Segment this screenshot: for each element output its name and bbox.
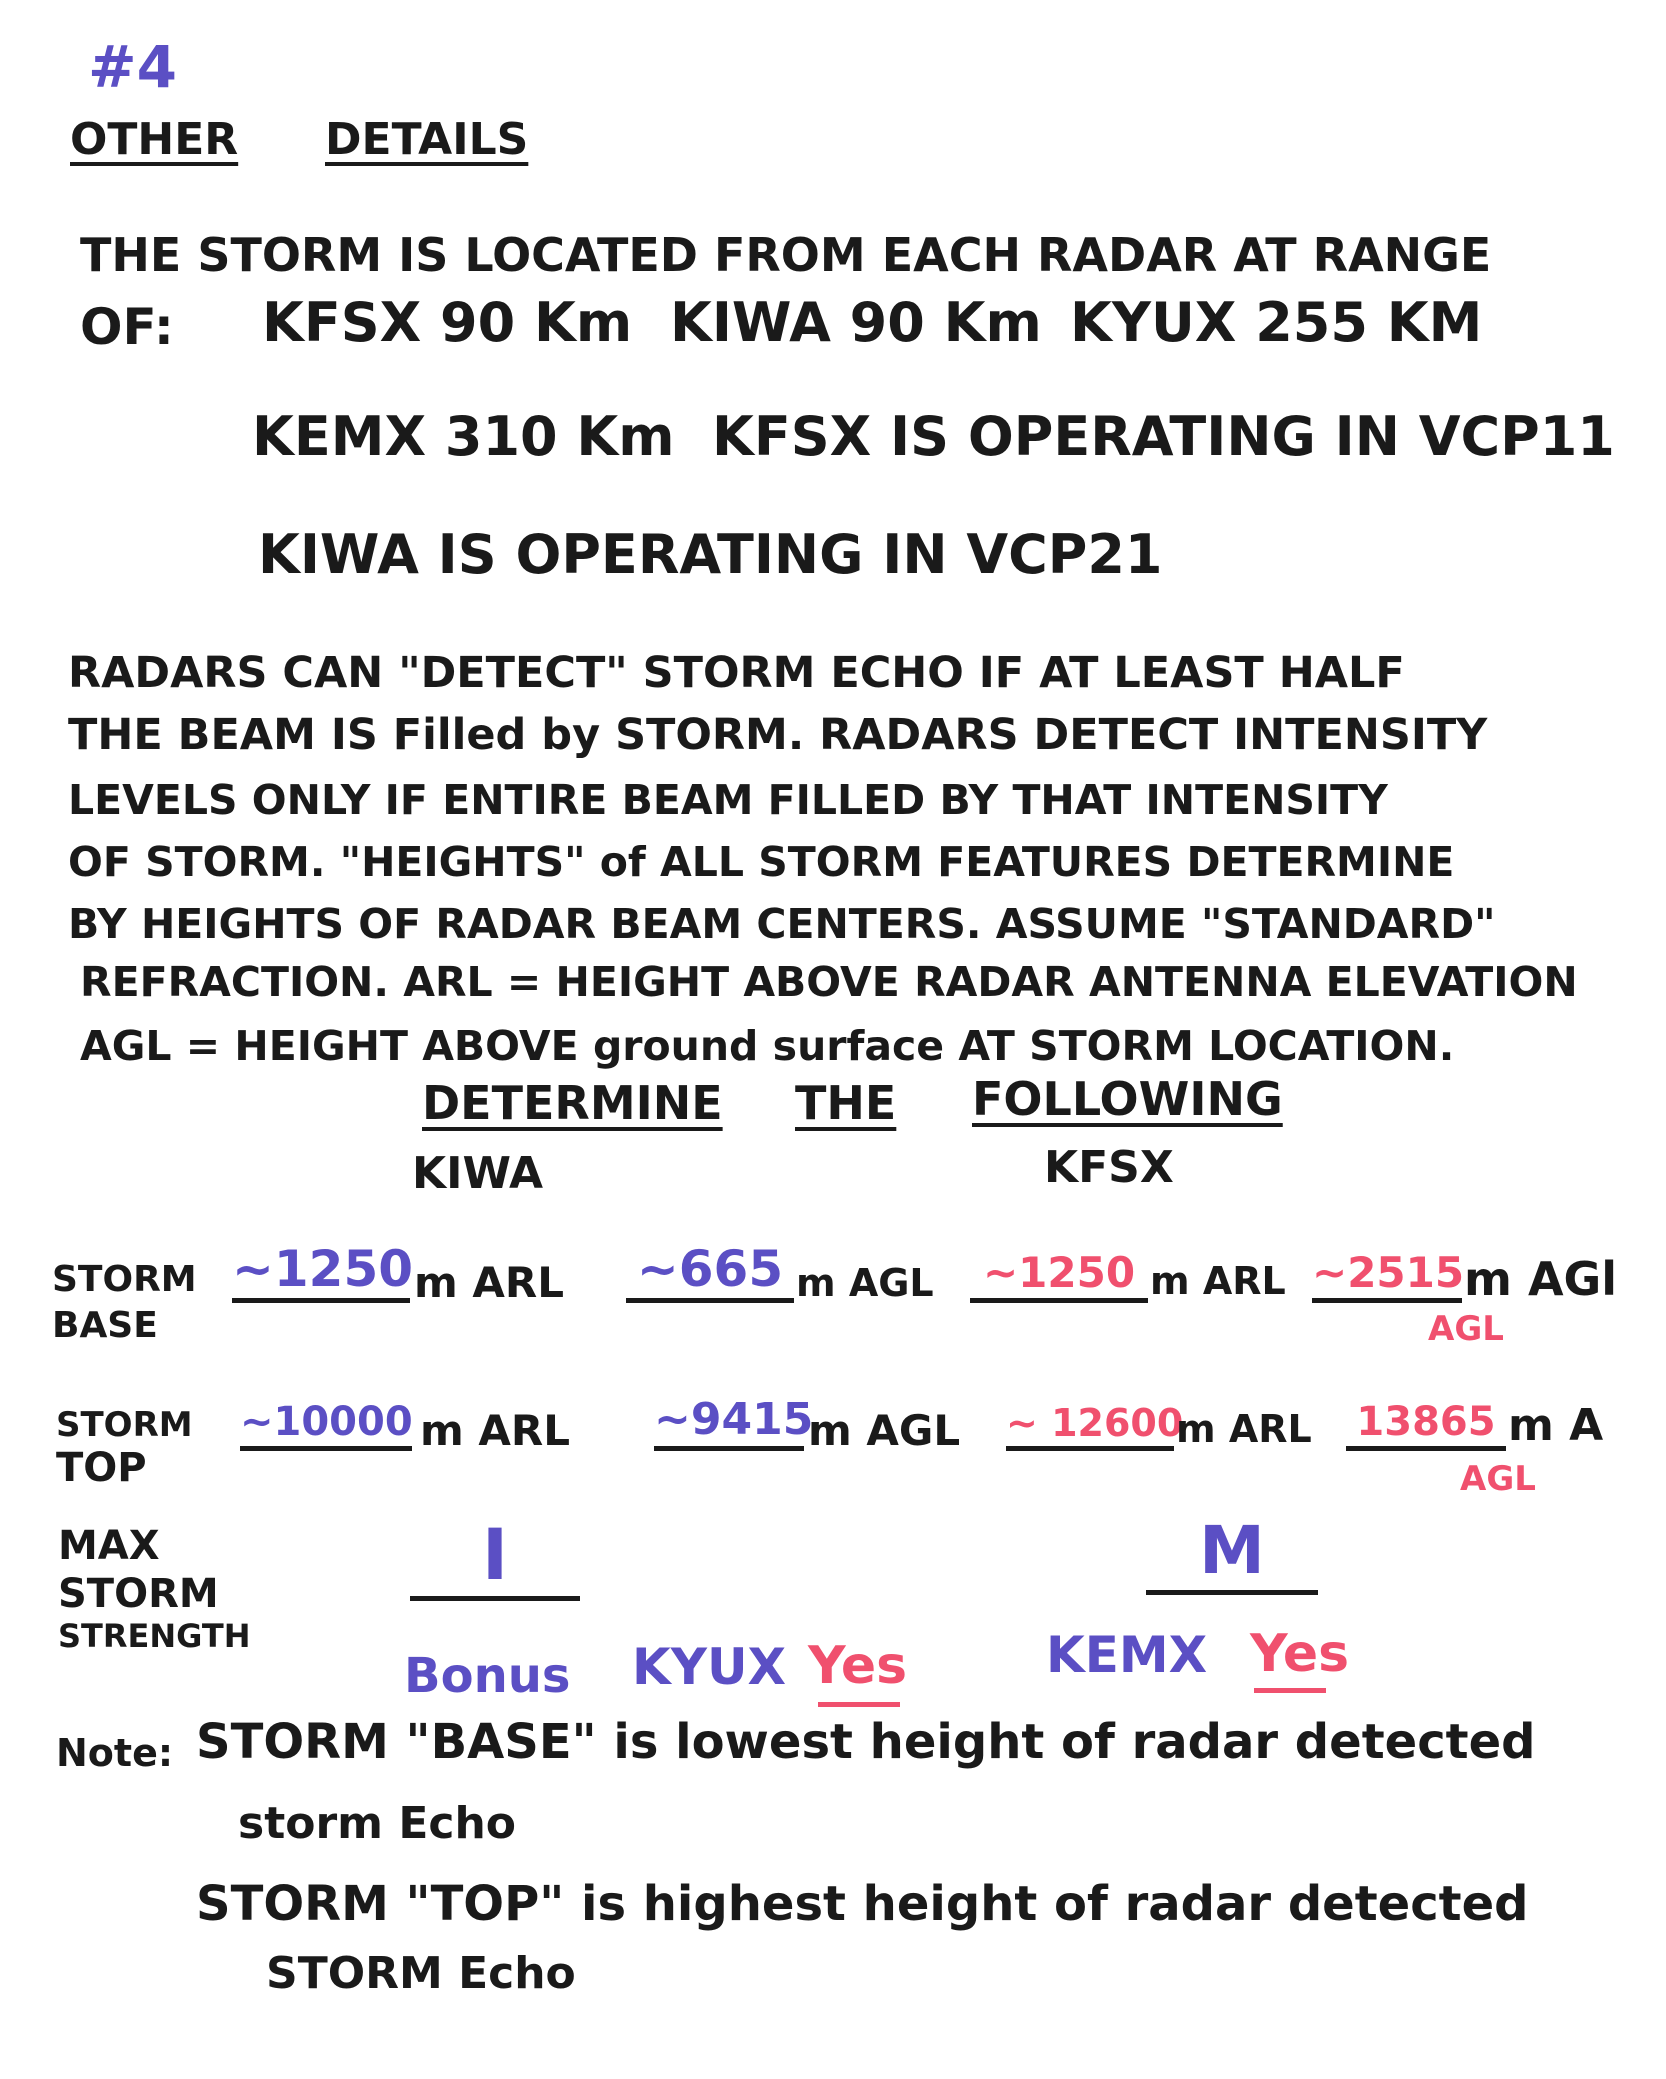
base-kfsx-arl-line <box>970 1298 1148 1303</box>
top-kiwa-agl-value: ~9415 <box>654 1394 814 1445</box>
row-label-strength-1: MAX <box>58 1523 160 1569</box>
range-kyux: KYUX 255 KM <box>1070 291 1483 354</box>
determine-word-2: THE <box>795 1076 897 1130</box>
top-kiwa-arl-field <box>240 1380 412 1450</box>
top-kiwa-arl-line <box>240 1446 412 1451</box>
strength-kfsx-field <box>1146 1510 1318 1592</box>
strength-kiwa-line <box>410 1596 580 1601</box>
base-kiwa-arl-unit: m ARL <box>414 1258 564 1307</box>
range-kiwa: KIWA 90 Km <box>670 291 1042 354</box>
note-line-2: storm Echo <box>238 1798 517 1849</box>
strength-kfsx-line <box>1146 1590 1318 1595</box>
bonus-radar-1: KYUX <box>632 1638 787 1696</box>
base-kfsx-agl-line <box>1312 1298 1462 1303</box>
top-kfsx-arl-unit: m ARL <box>1176 1407 1312 1451</box>
top-kfsx-arl-value: ~ 12600 <box>1006 1401 1184 1445</box>
base-kfsx-arl-unit: m ARL <box>1150 1259 1286 1303</box>
base-kiwa-agl-line <box>626 1298 794 1303</box>
rules-line-5: BY HEIGHTS OF RADAR BEAM CENTERS. ASSUME "STANDARD" <box>68 900 1496 948</box>
top-kfsx-agl-line <box>1346 1446 1506 1451</box>
base-kiwa-agl-field <box>626 1228 794 1302</box>
top-kiwa-arl-value: ~10000 <box>240 1399 413 1445</box>
top-kiwa-agl-field <box>654 1380 814 1450</box>
base-kfsx-agl-unit: m AGl <box>1464 1252 1618 1306</box>
row-label-strength-3: STRENGTH <box>58 1617 251 1655</box>
kfsx-vcp: KFSX IS OPERATING IN VCP11 <box>712 405 1615 468</box>
note-prefix: Note: <box>56 1731 174 1775</box>
rules-line-1: RADARS CAN "DETECT" STORM ECHO IF AT LEAST HALF <box>68 648 1405 698</box>
strength-kfsx-value: M <box>1199 1512 1265 1589</box>
top-kfsx-arl-line <box>1006 1446 1174 1451</box>
base-kfsx-agl-value: ~2515 <box>1312 1248 1465 1297</box>
range-kemx: KEMX 310 Km <box>252 405 675 468</box>
bonus-radar-2: KEMX <box>1046 1626 1208 1684</box>
determine-word-1: DETERMINE <box>422 1076 723 1130</box>
kiwa-vcp: KIWA IS OPERATING IN VCP21 <box>258 523 1163 586</box>
top-kiwa-agl-line <box>654 1446 804 1451</box>
page-number: #4 <box>88 33 177 101</box>
bonus-label: Bonus <box>404 1648 571 1704</box>
column-header-kfsx: KFSX <box>1044 1142 1174 1193</box>
rules-line-6: REFRACTION. ARL = HEIGHT ABOVE RADAR ANTENNA ELEVATION <box>80 958 1578 1006</box>
intro-of-label: OF: <box>80 298 174 356</box>
top-kfsx-arl-field <box>1006 1382 1184 1450</box>
base-kiwa-arl-value: ~1250 <box>232 1240 414 1298</box>
bonus-answer-1-underline <box>818 1702 900 1707</box>
rules-line-3: LEVELS ONLY IF ENTIRE BEAM FILLED BY THAT INTENSITY <box>68 776 1388 824</box>
rules-line-7: AGL = HEIGHT ABOVE ground surface AT STORM LOCATION. <box>80 1022 1455 1070</box>
intro-line-1: THE STORM IS LOCATED FROM EACH RADAR AT RANGE <box>80 228 1492 282</box>
strength-kiwa-field <box>410 1510 580 1598</box>
top-kiwa-agl-unit: m AGL <box>808 1406 961 1455</box>
base-kiwa-arl-line <box>232 1298 410 1303</box>
top-kiwa-arl-unit: m ARL <box>420 1406 570 1455</box>
base-kiwa-agl-unit: m AGL <box>796 1261 934 1305</box>
base-kfsx-agl-field <box>1312 1230 1465 1302</box>
top-kfsx-agl-value: 13865 <box>1356 1399 1496 1445</box>
note-line-4: STORM Echo <box>266 1948 576 1999</box>
bonus-answer-1: Yes <box>808 1636 908 1696</box>
note-line-3: STORM "TOP" is highest height of radar detected <box>196 1876 1529 1932</box>
column-header-kiwa: KIWA <box>412 1148 544 1199</box>
row-label-top-2: TOP <box>56 1445 147 1491</box>
range-kfsx: KFSX 90 Km <box>262 291 633 354</box>
rules-line-2: THE BEAM IS Filled by STORM. RADARS DETECT INTENSITY <box>68 710 1488 760</box>
top-kfsx-agl-unit: m A <box>1508 1400 1604 1451</box>
row-label-base-1: STORM <box>52 1259 197 1300</box>
bonus-answer-2: Yes <box>1250 1624 1350 1684</box>
title-word-1: OTHER <box>70 114 239 165</box>
bonus-answer-2-underline <box>1254 1688 1326 1693</box>
top-kfsx-agl-field <box>1346 1380 1506 1450</box>
top-agl-note: AGL <box>1460 1459 1536 1499</box>
base-kiwa-agl-value: ~665 <box>636 1240 784 1298</box>
base-kfsx-arl-field <box>970 1230 1148 1302</box>
base-agl-note: AGL <box>1428 1309 1504 1349</box>
base-kiwa-arl-field <box>232 1228 414 1302</box>
base-kfsx-arl-value: ~1250 <box>982 1248 1136 1297</box>
title-word-2: DETAILS <box>325 114 529 165</box>
rules-line-4: OF STORM. "HEIGHTS" of ALL STORM FEATURES DETERMINE <box>68 838 1455 886</box>
note-line-1: STORM "BASE" is lowest height of radar detected <box>196 1714 1536 1770</box>
determine-word-3: FOLLOWING <box>972 1072 1283 1126</box>
row-label-base-2: BASE <box>52 1305 158 1346</box>
row-label-strength-2: STORM <box>58 1571 219 1617</box>
row-label-top-1: STORM <box>56 1405 193 1445</box>
strength-kiwa-value: I <box>481 1514 509 1596</box>
